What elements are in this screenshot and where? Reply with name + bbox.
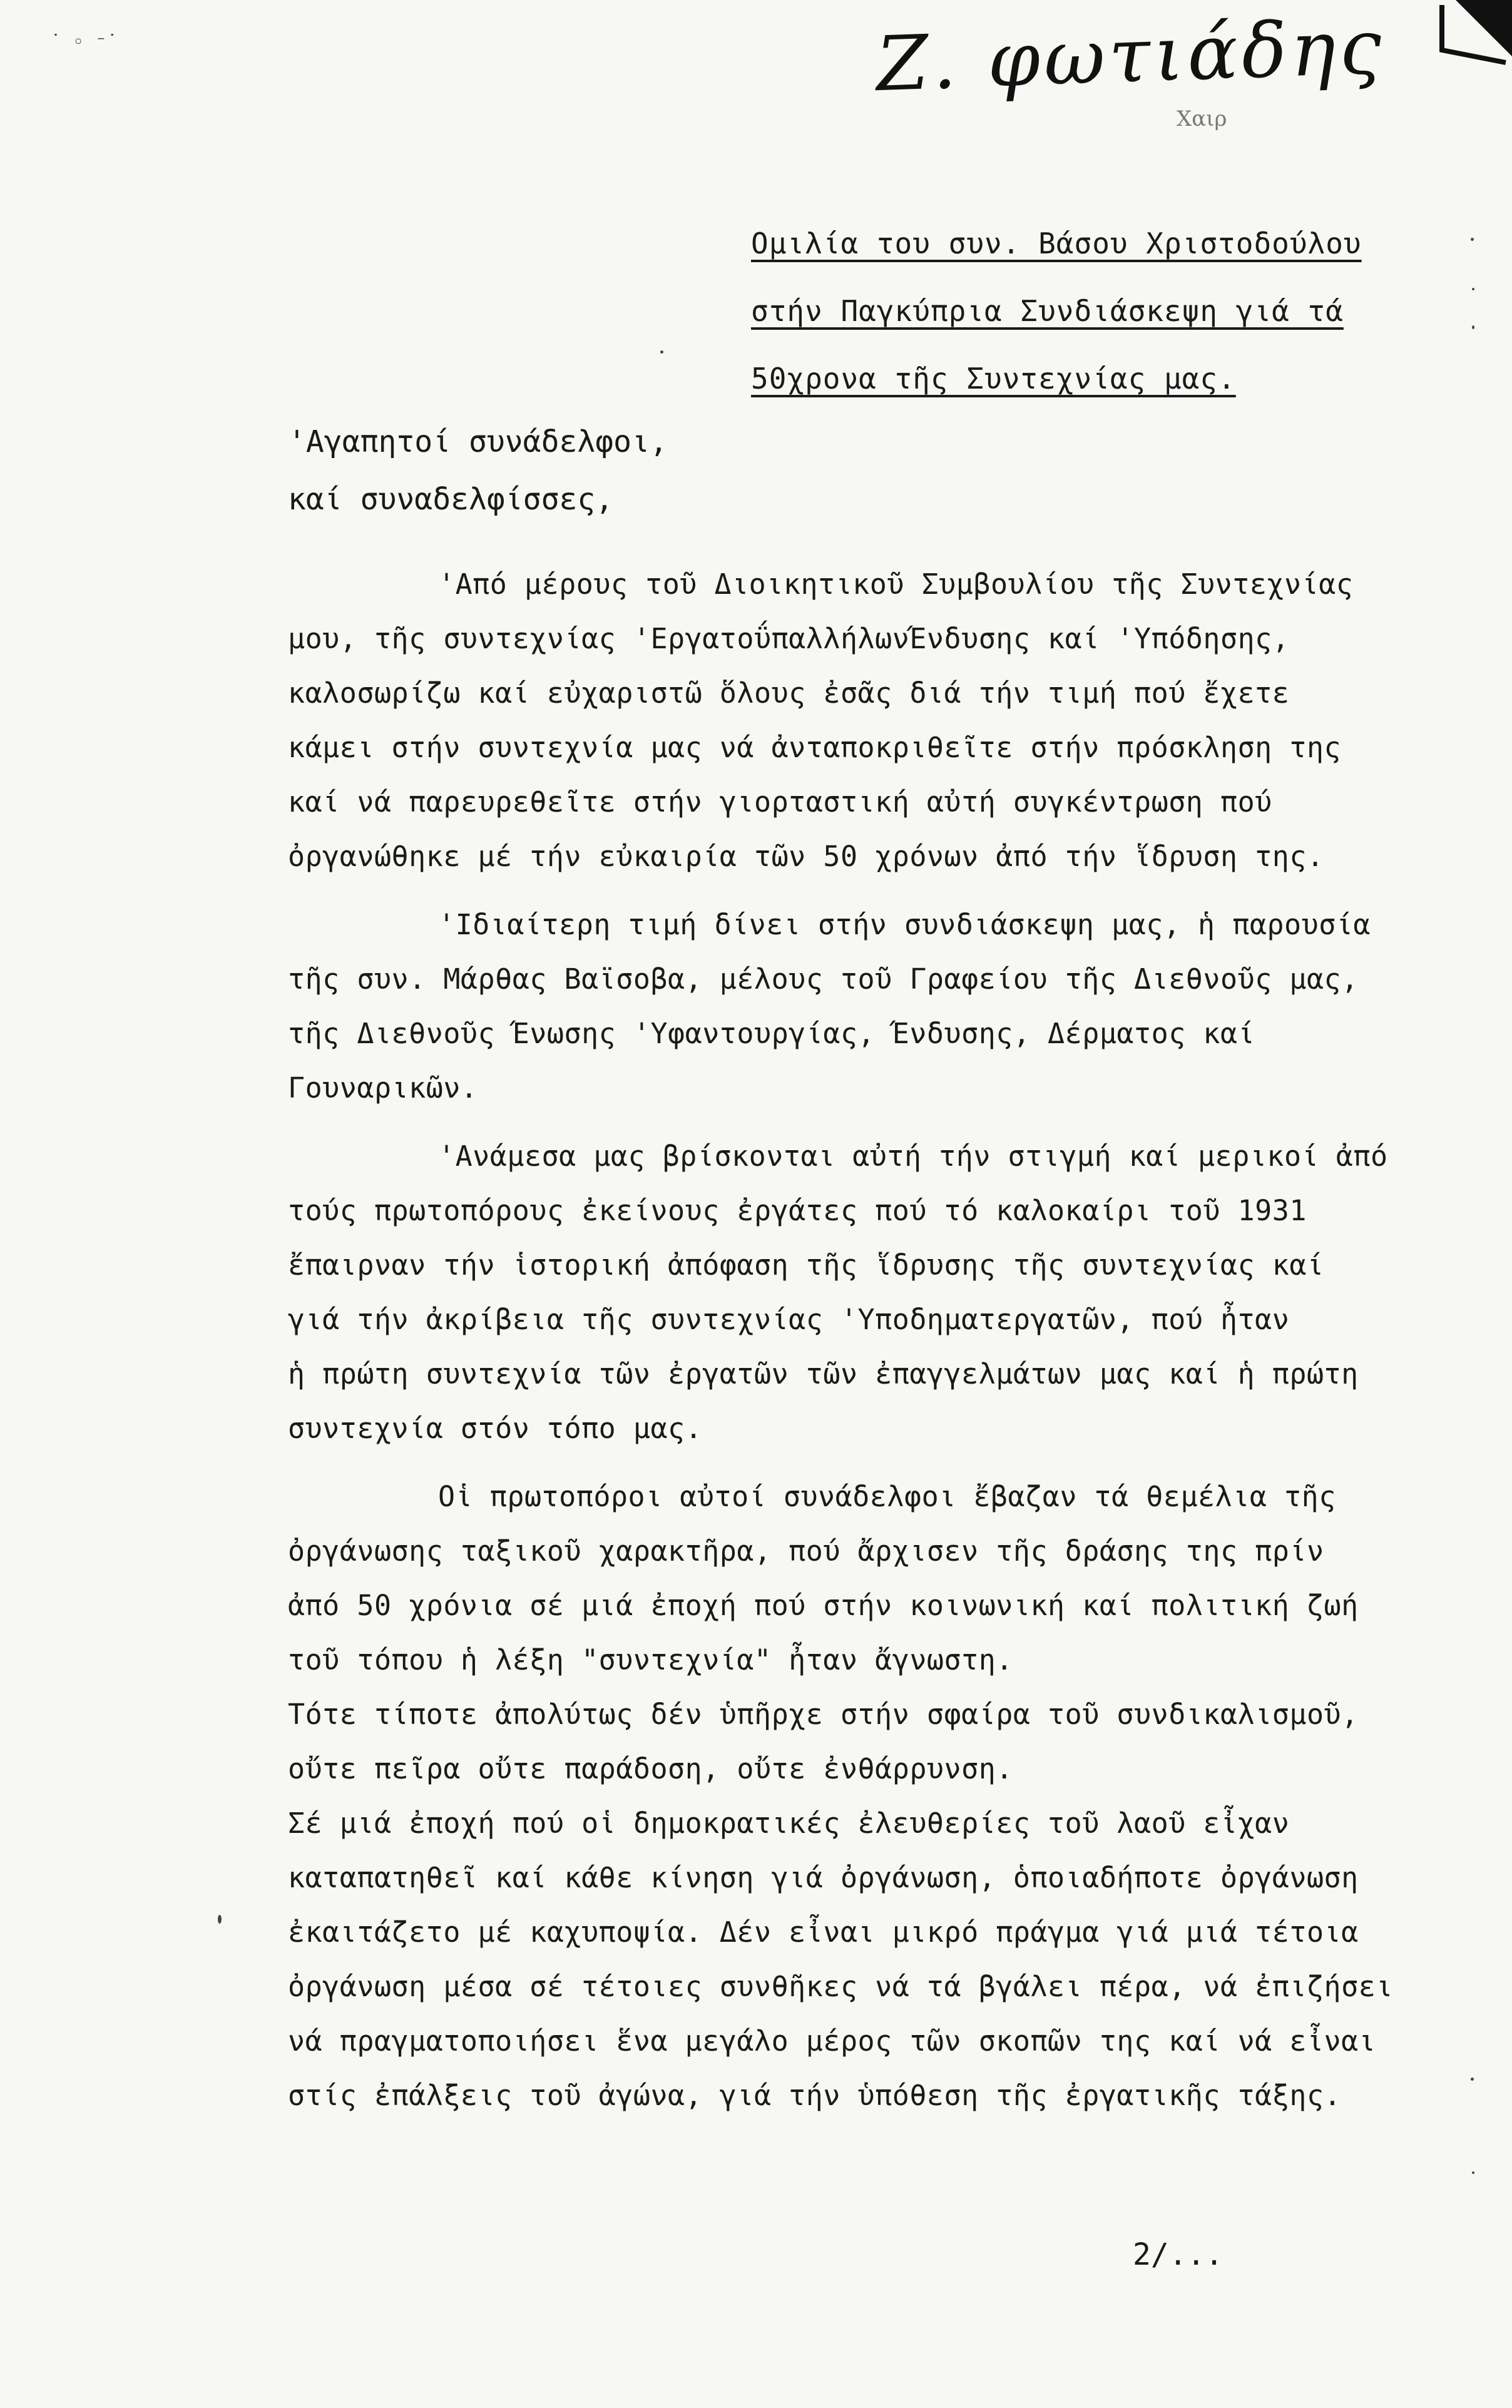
document-title [751, 210, 1439, 412]
text-line: Σέ μιά ἐποχή πού οἱ δημοκρατικές ἐλευθερίες τοῦ λαοῦ εἶχαν [288, 1807, 1290, 1840]
text-line: ὀργάνωσης ταξικοῦ χαρακτῆρα, πού ἄρχισεν τῆς δράσης της πρίν [288, 1534, 1324, 1568]
scan-speck [218, 1915, 222, 1924]
text-line: τούς πρωτοπόρους ἐκείνους ἐργάτες πού τό καλοκαίρι τοῦ 1931 [288, 1194, 1307, 1227]
text-line: 'Από μέρους τοῦ Διοικητικοῦ Συμβουλίου τῆς Συντεχνίας [438, 568, 1354, 601]
scan-speck [1471, 238, 1474, 241]
paragraph-2 [288, 897, 1464, 1115]
text-line: ἡ πρώτη συντεχνία τῶν ἐργατῶν τῶν ἐπαγγελμάτων μας καί ἡ πρώτη [288, 1357, 1359, 1390]
top-left-mark: ˙ ◦ ⁻˙ [50, 31, 118, 53]
speech-body [288, 557, 1464, 2123]
text-line: καταπατηθεῖ καί κάθε κίνηση γιά ὀργάνωση, ὁποιαδήποτε ὀργάνωση [288, 1861, 1359, 1894]
paragraph-4 [288, 1469, 1464, 2123]
text-line: νά πραγματοποιήσει ἕνα μεγάλο μέρος τῶν σκοπῶν της καί νά εἶναι [288, 2024, 1376, 2058]
page-number: 2/... [1133, 2237, 1223, 2272]
corner-fold-icon [1437, 0, 1512, 69]
greeting-line-1: 'Αγαπητοί συνάδελφοι, [288, 424, 668, 459]
text-line: κάμει στήν συντεχνία μας νά ἀνταποκριθεῖτε στήν πρόσκληση της [288, 731, 1342, 764]
text-line: γιά τήν ἀκρίβεια τῆς συντεχνίας 'Υποδηματεργατῶν, πού ἦταν [288, 1303, 1290, 1336]
text-line: Οἱ πρωτοπόροι αὐτοί συνάδελφοι ἔβαζαν τά θεμέλια τῆς [438, 1480, 1336, 1513]
greeting-line-2: καί συναδελφίσσες, [288, 482, 614, 517]
handwritten-annotation: Ζ. φωτιάδης [874, 3, 1387, 109]
text-line: τῆς Διεθνοῦς Ένωσης 'Υφαντουργίας, Ένδυσης, Δέρματος καί [288, 1017, 1255, 1050]
text-line: οὔτε πεῖρα οὔτε παράδοση, οὔτε ἐνθάρρυνση. [288, 1752, 1013, 1785]
scan-speck [1472, 325, 1474, 329]
title-line-1: Ομιλία του συν. Βάσου Χριστοδούλου [751, 227, 1362, 260]
text-line: ἀπό 50 χρόνια σέ μιά ἐποχή πού στήν κοινωνική καί πολιτική ζωή [288, 1589, 1359, 1622]
text-line: μου, τῆς συντεχνίας 'ΕργατοΰπαλλήλωνΈνδυσης καί 'Υπόδησης, [288, 622, 1290, 655]
text-line: τοῦ τόπου ἡ λέξη "συντεχνία" ἦταν ἄγνωστη. [288, 1643, 1013, 1676]
scan-speck [1472, 2171, 1474, 2174]
handwritten-subnote: Χαιρ [1177, 106, 1227, 131]
text-line: 'Ανάμεσα μας βρίσκονται αὐτή τήν στιγμή καί μερικοί ἀπό [438, 1140, 1388, 1173]
text-line: καί νά παρευρεθεῖτε στήν γιορταστική αὐτή συγκέντρωση πού [288, 785, 1272, 819]
text-line: καλοσωρίζω καί εὐχαριστῶ ὅλους ἐσᾶς διά τήν τιμή πού ἔχετε [288, 676, 1290, 710]
scan-speck [1471, 2078, 1474, 2081]
title-line-2: στήν Παγκύπρια Συνδιάσκεψη γιά τά [751, 294, 1344, 328]
title-line-3: 50χρονα τῆς Συντεχνίας μας. [751, 362, 1236, 395]
text-line: Γουναρικῶν. [288, 1071, 478, 1105]
text-line: στίς ἐπάλξεις τοῦ ἀγώνα, γιά τήν ὑπόθεση τῆς ἐργατικῆς τάξης. [288, 2079, 1342, 2112]
text-line: ἔπαιρναν τήν ἱστορική ἀπόφαση τῆς ἵδρυσης τῆς συντεχνίας καί [288, 1248, 1324, 1282]
text-line: τῆς συν. Μάρθας Βαϊσοβα, μέλους τοῦ Γραφείου τῆς Διεθνοῦς μας, [288, 962, 1359, 996]
scan-speck [660, 350, 663, 354]
text-line: ὀργανώθηκε μέ τήν εὐκαιρία τῶν 50 χρόνων ἀπό τήν ἵδρυση της. [288, 840, 1324, 873]
paragraph-3 [288, 1129, 1464, 1456]
text-line: συντεχνία στόν τόπο μας. [288, 1412, 703, 1445]
text-line: 'Ιδιαίτερη τιμή δίνει στήν συνδιάσκεψη μας, ἡ παρουσία [438, 908, 1371, 941]
text-line: ἐκαιτάζετο μέ καχυποψία. Δέν εἶναι μικρό πράγμα γιά μιά τέτοια [288, 1916, 1359, 1949]
text-line: Τότε τίποτε ἀπολύτως δέν ὑπῆρχε στήν σφαίρα τοῦ συνδικαλισμοῦ, [288, 1698, 1359, 1731]
text-line: ὀργάνωση μέσα σέ τέτοιες συνθῆκες νά τά βγάλει πέρα, νά ἐπιζήσει [288, 1970, 1393, 2003]
greeting [288, 413, 668, 528]
scan-speck [1472, 288, 1474, 290]
paragraph-1 [288, 557, 1464, 884]
